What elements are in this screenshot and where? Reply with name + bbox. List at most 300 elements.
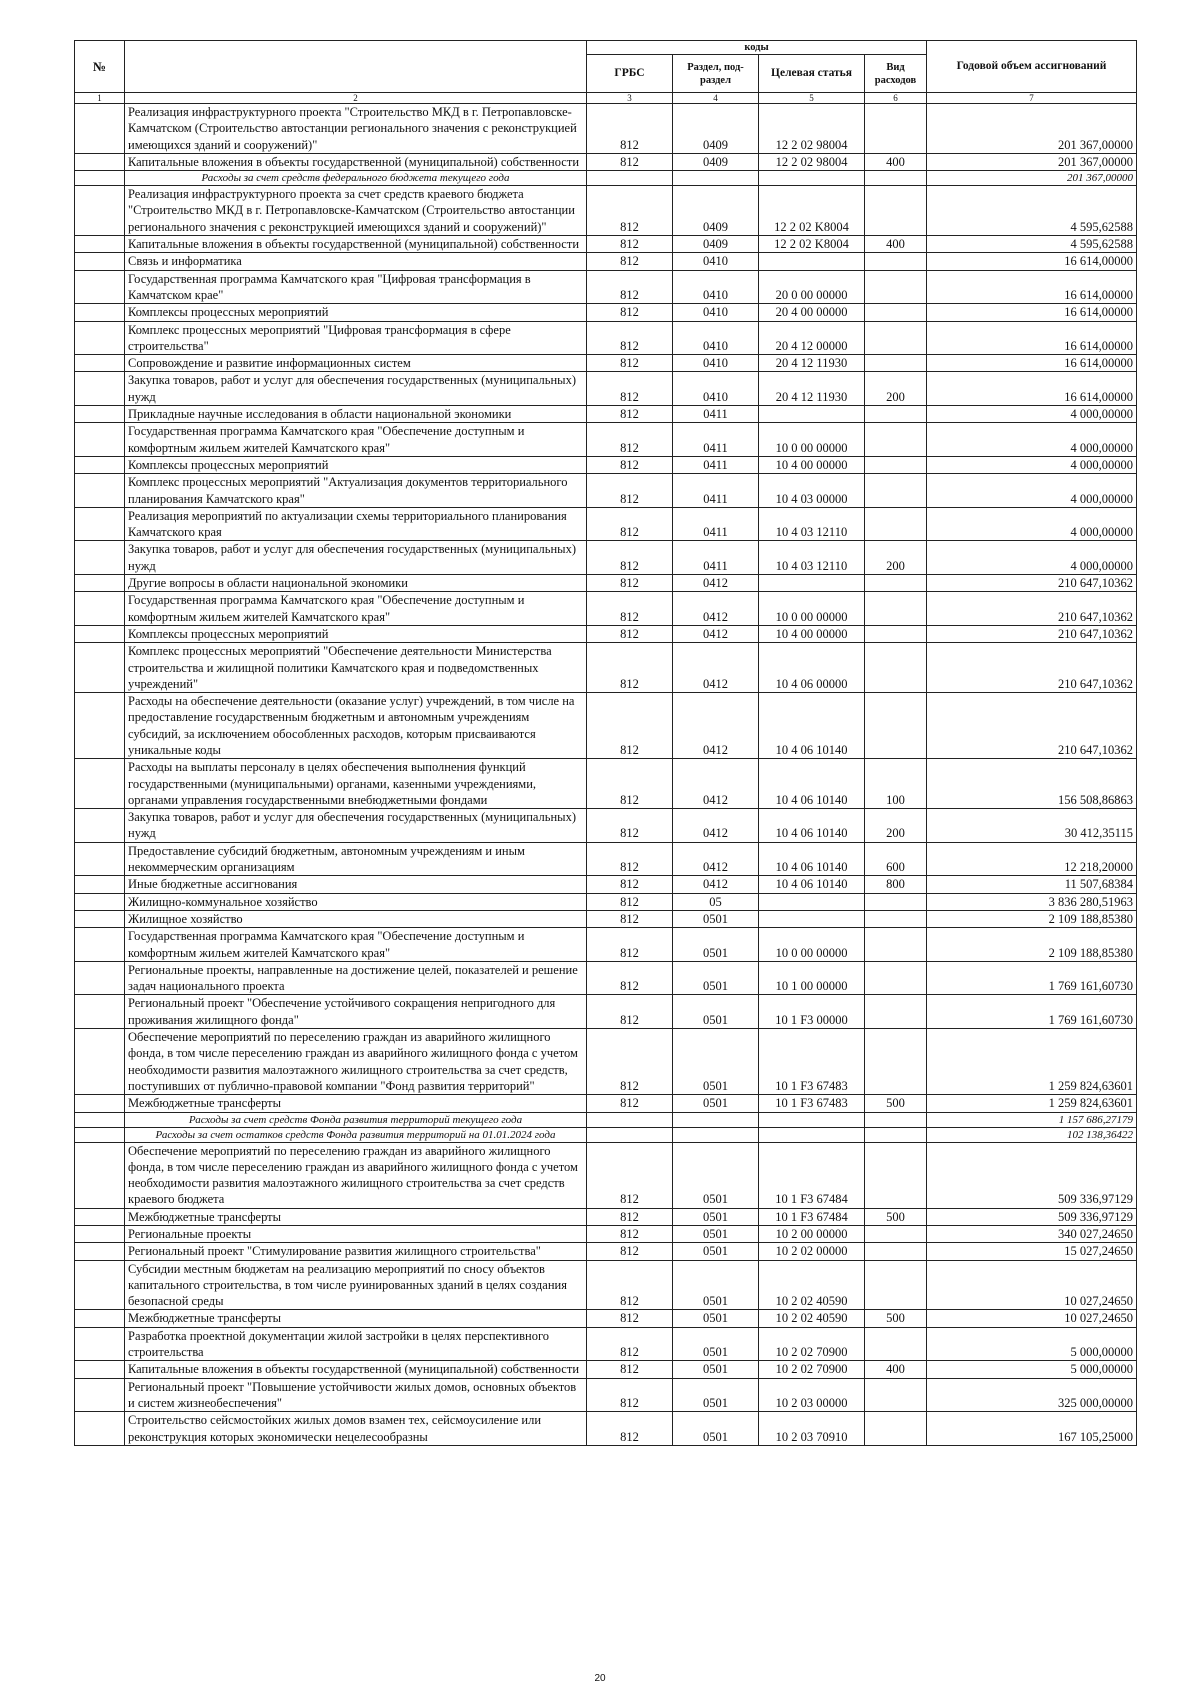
grbs-code: 812 xyxy=(587,1226,673,1243)
table-row xyxy=(75,876,1137,893)
table-header xyxy=(75,41,1137,104)
target-article-code: 10 0 00 00000 xyxy=(759,423,865,457)
row-number-cell xyxy=(75,104,125,154)
allocation-amount: 2 109 188,85380 xyxy=(927,910,1137,927)
table-row xyxy=(75,321,1137,355)
item-name: Иные бюджетные ассигнования xyxy=(125,876,587,893)
table-row xyxy=(75,1142,1137,1208)
item-name: Комплексы процессных мероприятий xyxy=(125,456,587,473)
row-number-cell xyxy=(75,236,125,253)
item-name: Обеспечение мероприятий по переселению граждан из аварийного жилищного фонда, в том числе переселению граждан из аварийного жилищного фонда с учетом необходимости развития малоэтажного жилищного строительства за счет средств краевого бюджета xyxy=(125,1142,587,1208)
section-code: 0501 xyxy=(673,1095,759,1112)
expense-type-code xyxy=(865,928,927,962)
table-row xyxy=(75,961,1137,995)
target-article-code: 10 2 02 00000 xyxy=(759,1243,865,1260)
allocation-amount: 4 595,62588 xyxy=(927,186,1137,236)
item-name: Другие вопросы в области национальной экономики xyxy=(125,575,587,592)
section-code: 0501 xyxy=(673,1260,759,1310)
budget-allocation-table xyxy=(74,40,1137,1446)
allocation-amount: 210 647,10362 xyxy=(927,643,1137,693)
expense-type-code: 500 xyxy=(865,1095,927,1112)
section-code: 0411 xyxy=(673,456,759,473)
allocation-amount: 4 000,00000 xyxy=(927,456,1137,473)
row-number-cell xyxy=(75,1310,125,1327)
column-number: 6 xyxy=(865,93,927,104)
section-code: 0410 xyxy=(673,253,759,270)
grbs-code: 812 xyxy=(587,507,673,541)
expense-type-code xyxy=(865,643,927,693)
item-name: Региональный проект "Стимулирование развития жилищного строительства" xyxy=(125,1243,587,1260)
expense-type-code xyxy=(865,910,927,927)
row-number-cell xyxy=(75,321,125,355)
item-name: Капитальные вложения в объекты государственной (муниципальной) собственности xyxy=(125,1361,587,1378)
allocation-amount: 2 109 188,85380 xyxy=(927,928,1137,962)
grbs-code: 812 xyxy=(587,186,673,236)
row-number-cell xyxy=(75,1095,125,1112)
table-row xyxy=(75,575,1137,592)
section-code: 0412 xyxy=(673,643,759,693)
grbs-code: 812 xyxy=(587,1260,673,1310)
allocation-amount: 509 336,97129 xyxy=(927,1142,1137,1208)
allocation-amount: 210 647,10362 xyxy=(927,625,1137,642)
section-code: 0411 xyxy=(673,541,759,575)
target-article-code xyxy=(759,910,865,927)
table-row xyxy=(75,1243,1137,1260)
target-article-code: 12 2 02 98004 xyxy=(759,104,865,154)
grbs-code: 812 xyxy=(587,961,673,995)
expense-type-code xyxy=(865,1412,927,1446)
expense-type-code xyxy=(865,423,927,457)
section-code: 0410 xyxy=(673,355,759,372)
section-code: 0501 xyxy=(673,1208,759,1225)
table-row xyxy=(75,423,1137,457)
section-code: 0501 xyxy=(673,1243,759,1260)
target-article-code xyxy=(759,893,865,910)
target-article-code: 10 2 03 00000 xyxy=(759,1378,865,1412)
budget-table-page xyxy=(74,40,1136,1446)
row-number-cell xyxy=(75,1208,125,1225)
row-number-cell xyxy=(75,643,125,693)
allocation-amount: 5 000,00000 xyxy=(927,1361,1137,1378)
table-row xyxy=(75,893,1137,910)
allocation-amount: 4 000,00000 xyxy=(927,423,1137,457)
header-grbs: ГРБС xyxy=(587,55,673,93)
allocation-amount: 210 647,10362 xyxy=(927,592,1137,626)
grbs-code xyxy=(587,171,673,186)
expense-type-code xyxy=(865,406,927,423)
allocation-amount: 210 647,10362 xyxy=(927,693,1137,759)
expense-type-code xyxy=(865,456,927,473)
allocation-amount: 16 614,00000 xyxy=(927,304,1137,321)
section-code xyxy=(673,1127,759,1142)
table-row xyxy=(75,372,1137,406)
grbs-code: 812 xyxy=(587,809,673,843)
grbs-code: 812 xyxy=(587,1243,673,1260)
section-code: 0412 xyxy=(673,575,759,592)
allocation-amount: 12 218,20000 xyxy=(927,842,1137,876)
table-row xyxy=(75,1095,1137,1112)
grbs-code: 812 xyxy=(587,541,673,575)
row-number-cell xyxy=(75,253,125,270)
target-article-code: 20 4 12 00000 xyxy=(759,321,865,355)
table-row xyxy=(75,236,1137,253)
section-code: 0412 xyxy=(673,625,759,642)
target-article-code: 12 2 02 K8004 xyxy=(759,186,865,236)
target-article-code: 20 4 00 00000 xyxy=(759,304,865,321)
target-article-code: 10 2 02 70900 xyxy=(759,1327,865,1361)
allocation-amount: 4 000,00000 xyxy=(927,541,1137,575)
target-article-code: 10 2 02 70900 xyxy=(759,1361,865,1378)
grbs-code: 812 xyxy=(587,575,673,592)
grbs-code: 812 xyxy=(587,1208,673,1225)
expense-type-code xyxy=(865,995,927,1029)
header-expense-type: Вид расходов xyxy=(865,55,927,93)
section-code: 0501 xyxy=(673,1327,759,1361)
grbs-code: 812 xyxy=(587,643,673,693)
item-name: Строительство сейсмостойких жилых домов взамен тех, сейсмоусиление или реконструкция которых экономически нецелесообразны xyxy=(125,1412,587,1446)
grbs-code: 812 xyxy=(587,423,673,457)
row-number-cell xyxy=(75,842,125,876)
grbs-code: 812 xyxy=(587,321,673,355)
table-row xyxy=(75,186,1137,236)
expense-type-code: 100 xyxy=(865,759,927,809)
section-code: 0412 xyxy=(673,759,759,809)
table-row xyxy=(75,1029,1137,1095)
allocation-amount: 167 105,25000 xyxy=(927,1412,1137,1446)
section-code: 0409 xyxy=(673,104,759,154)
expense-type-code xyxy=(865,693,927,759)
column-number: 7 xyxy=(927,93,1137,104)
row-number-cell xyxy=(75,928,125,962)
expense-type-code xyxy=(865,355,927,372)
allocation-amount: 1 769 161,60730 xyxy=(927,961,1137,995)
table-row xyxy=(75,1361,1137,1378)
expense-type-code: 800 xyxy=(865,876,927,893)
target-article-code: 20 0 00 00000 xyxy=(759,270,865,304)
allocation-amount: 11 507,68384 xyxy=(927,876,1137,893)
row-number-cell xyxy=(75,153,125,170)
grbs-code xyxy=(587,1112,673,1127)
grbs-code: 812 xyxy=(587,270,673,304)
section-code: 0501 xyxy=(673,928,759,962)
row-number-cell xyxy=(75,910,125,927)
item-name: Региональный проект "Повышение устойчивости жилых домов, основных объектов и систем жизнеобеспечения" xyxy=(125,1378,587,1412)
row-number-cell xyxy=(75,1327,125,1361)
header-section: Раздел, под-раздел xyxy=(673,55,759,93)
target-article-code: 10 1 F3 67483 xyxy=(759,1029,865,1095)
allocation-amount: 210 647,10362 xyxy=(927,575,1137,592)
section-code: 0501 xyxy=(673,1361,759,1378)
grbs-code xyxy=(587,1127,673,1142)
item-name: Комплекс процессных мероприятий "Обеспечение деятельности Министерства строительства и жилищной политики Камчатского края и подведомственных учреждений" xyxy=(125,643,587,693)
allocation-amount: 325 000,00000 xyxy=(927,1378,1137,1412)
target-article-code: 10 1 F3 67483 xyxy=(759,1095,865,1112)
target-article-code xyxy=(759,406,865,423)
target-article-code: 10 4 06 10140 xyxy=(759,809,865,843)
allocation-amount: 16 614,00000 xyxy=(927,270,1137,304)
grbs-code: 812 xyxy=(587,910,673,927)
column-number: 1 xyxy=(75,93,125,104)
target-article-code xyxy=(759,1127,865,1142)
section-code: 0501 xyxy=(673,1378,759,1412)
column-number: 2 xyxy=(125,93,587,104)
section-code: 0501 xyxy=(673,961,759,995)
expense-type-code: 400 xyxy=(865,1361,927,1378)
expense-type-code xyxy=(865,270,927,304)
target-article-code: 12 2 02 K8004 xyxy=(759,236,865,253)
target-article-code: 12 2 02 98004 xyxy=(759,153,865,170)
table-row xyxy=(75,759,1137,809)
grbs-code: 812 xyxy=(587,406,673,423)
expense-type-code xyxy=(865,1327,927,1361)
target-article-code: 10 4 06 10140 xyxy=(759,876,865,893)
allocation-amount: 16 614,00000 xyxy=(927,321,1137,355)
target-article-code xyxy=(759,253,865,270)
expense-type-code xyxy=(865,1243,927,1260)
table-row xyxy=(75,1260,1137,1310)
item-name: Предоставление субсидий бюджетным, автономным учреждениям и иным некоммерческим организациям xyxy=(125,842,587,876)
target-article-code xyxy=(759,171,865,186)
allocation-amount: 3 836 280,51963 xyxy=(927,893,1137,910)
grbs-code: 812 xyxy=(587,1378,673,1412)
allocation-amount: 201 367,00000 xyxy=(927,104,1137,154)
grbs-code: 812 xyxy=(587,876,673,893)
row-number-cell xyxy=(75,423,125,457)
expense-type-code: 500 xyxy=(865,1310,927,1327)
allocation-amount: 509 336,97129 xyxy=(927,1208,1137,1225)
expense-type-code xyxy=(865,253,927,270)
table-row xyxy=(75,1127,1137,1142)
column-number-row xyxy=(75,93,1137,104)
item-name: Капитальные вложения в объекты государственной (муниципальной) собственности xyxy=(125,236,587,253)
expense-type-code xyxy=(865,592,927,626)
row-number-cell xyxy=(75,592,125,626)
section-code: 0501 xyxy=(673,1029,759,1095)
allocation-amount: 4 000,00000 xyxy=(927,507,1137,541)
expense-type-code xyxy=(865,1142,927,1208)
target-article-code: 10 4 06 10140 xyxy=(759,693,865,759)
expense-type-code: 500 xyxy=(865,1208,927,1225)
page-number: 20 xyxy=(594,1673,606,1684)
table-row xyxy=(75,625,1137,642)
target-article-code: 10 1 00 00000 xyxy=(759,961,865,995)
expense-type-code xyxy=(865,171,927,186)
item-name: Расходы за счет остатков средств Фонда развития территорий на 01.01.2024 года xyxy=(125,1127,587,1142)
row-number-cell xyxy=(75,893,125,910)
grbs-code: 812 xyxy=(587,153,673,170)
column-number: 3 xyxy=(587,93,673,104)
grbs-code: 812 xyxy=(587,355,673,372)
section-code: 05 xyxy=(673,893,759,910)
allocation-amount: 102 138,36422 xyxy=(927,1127,1137,1142)
expense-type-code xyxy=(865,575,927,592)
target-article-code: 10 4 03 00000 xyxy=(759,474,865,508)
target-article-code: 10 4 06 10140 xyxy=(759,759,865,809)
allocation-amount: 16 614,00000 xyxy=(927,372,1137,406)
item-name: Расходы за счет средств Фонда развития территорий текущего года xyxy=(125,1112,587,1127)
row-number-cell xyxy=(75,355,125,372)
table-row xyxy=(75,406,1137,423)
allocation-amount: 201 367,00000 xyxy=(927,153,1137,170)
section-code xyxy=(673,171,759,186)
item-name: Комплексы процессных мероприятий xyxy=(125,625,587,642)
table-row xyxy=(75,1208,1137,1225)
row-number-cell xyxy=(75,1243,125,1260)
table-row xyxy=(75,842,1137,876)
table-body xyxy=(75,104,1137,1446)
column-number: 4 xyxy=(673,93,759,104)
header-codes: коды xyxy=(587,41,927,55)
expense-type-code xyxy=(865,1029,927,1095)
row-number-cell xyxy=(75,759,125,809)
item-name: Обеспечение мероприятий по переселению граждан из аварийного жилищного фонда, в том числе переселению граждан из аварийного жилищного фонда с учетом необходимости развития малоэтажного жилищного строительства за счет средств, поступивших от публично-правовой компании "Фонд развития территорий" xyxy=(125,1029,587,1095)
section-code: 0501 xyxy=(673,995,759,1029)
table-row xyxy=(75,1112,1137,1127)
row-number-cell xyxy=(75,1029,125,1095)
target-article-code: 10 0 00 00000 xyxy=(759,928,865,962)
section-code: 0410 xyxy=(673,321,759,355)
target-article-code: 10 4 00 00000 xyxy=(759,456,865,473)
allocation-amount: 4 000,00000 xyxy=(927,406,1137,423)
item-name: Реализация мероприятий по актуализации схемы территориального планирования Камчатского края xyxy=(125,507,587,541)
expense-type-code xyxy=(865,507,927,541)
table-row xyxy=(75,355,1137,372)
expense-type-code xyxy=(865,1226,927,1243)
header-number: № xyxy=(75,41,125,93)
grbs-code: 812 xyxy=(587,1095,673,1112)
grbs-code: 812 xyxy=(587,693,673,759)
section-code: 0411 xyxy=(673,507,759,541)
row-number-cell xyxy=(75,1412,125,1446)
section-code: 0501 xyxy=(673,1142,759,1208)
grbs-code: 812 xyxy=(587,372,673,406)
item-name: Закупка товаров, работ и услуг для обеспечения государственных (муниципальных) нужд xyxy=(125,541,587,575)
item-name: Субсидии местным бюджетам на реализацию мероприятий по сносу объектов капитального строительства, в том числе руинированных зданий в целях создания безопасной среды xyxy=(125,1260,587,1310)
table-row xyxy=(75,104,1137,154)
row-number-cell xyxy=(75,876,125,893)
item-name: Региональный проект "Обеспечение устойчивого сокращения непригодного для проживания жилищного фонда" xyxy=(125,995,587,1029)
table-row xyxy=(75,809,1137,843)
row-number-cell xyxy=(75,456,125,473)
section-code: 0411 xyxy=(673,406,759,423)
allocation-amount: 1 769 161,60730 xyxy=(927,995,1137,1029)
section-code: 0412 xyxy=(673,876,759,893)
item-name: Реализация инфраструктурного проекта "Строительство МКД в г. Петропавловске-Камчатском (Строительство автостанции регионального значения с реконструкцией имеющихся зданий и сооружений)" xyxy=(125,104,587,154)
section-code: 0412 xyxy=(673,693,759,759)
target-article-code: 10 4 06 00000 xyxy=(759,643,865,693)
grbs-code: 812 xyxy=(587,474,673,508)
allocation-amount: 10 027,24650 xyxy=(927,1310,1137,1327)
section-code: 0409 xyxy=(673,186,759,236)
header-annual-volume: Годовой объем ассигнований xyxy=(927,41,1137,93)
row-number-cell xyxy=(75,270,125,304)
target-article-code xyxy=(759,1112,865,1127)
row-number-cell xyxy=(75,625,125,642)
target-article-code: 10 4 06 10140 xyxy=(759,842,865,876)
table-row xyxy=(75,270,1137,304)
row-number-cell xyxy=(75,1378,125,1412)
table-row xyxy=(75,1412,1137,1446)
item-name: Расходы на выплаты персоналу в целях обеспечения выполнения функций государственными (муниципальными) органами, казенными учреждениями, органами управления государственными внебюджетными фондами xyxy=(125,759,587,809)
item-name: Расходы на обеспечение деятельности (оказание услуг) учреждений, в том числе на предоставление государственным бюджетным и автономным учреждениям субсидий, за исключением обособленных расходов, которым присваиваются уникальные коды xyxy=(125,693,587,759)
target-article-code: 20 4 12 11930 xyxy=(759,355,865,372)
row-number-cell xyxy=(75,507,125,541)
grbs-code: 812 xyxy=(587,1029,673,1095)
expense-type-code xyxy=(865,961,927,995)
table-row xyxy=(75,1226,1137,1243)
section-code: 0501 xyxy=(673,1226,759,1243)
item-name: Жилищно-коммунальное хозяйство xyxy=(125,893,587,910)
item-name: Жилищное хозяйство xyxy=(125,910,587,927)
row-number-cell xyxy=(75,1226,125,1243)
section-code: 0501 xyxy=(673,1412,759,1446)
row-number-cell xyxy=(75,1112,125,1127)
expense-type-code xyxy=(865,1260,927,1310)
target-article-code: 10 1 F3 00000 xyxy=(759,995,865,1029)
allocation-amount: 340 027,24650 xyxy=(927,1226,1137,1243)
expense-type-code: 200 xyxy=(865,809,927,843)
grbs-code: 812 xyxy=(587,104,673,154)
target-article-code: 10 2 03 70910 xyxy=(759,1412,865,1446)
table-row xyxy=(75,643,1137,693)
table-row xyxy=(75,171,1137,186)
grbs-code: 812 xyxy=(587,842,673,876)
target-article-code: 10 2 02 40590 xyxy=(759,1310,865,1327)
item-name: Государственная программа Камчатского края "Обеспечение доступным и комфортным жильем жителей Камчатского края" xyxy=(125,592,587,626)
section-code: 0412 xyxy=(673,842,759,876)
allocation-amount: 30 412,35115 xyxy=(927,809,1137,843)
allocation-amount: 1 157 686,27179 xyxy=(927,1112,1137,1127)
grbs-code: 812 xyxy=(587,995,673,1029)
row-number-cell xyxy=(75,961,125,995)
grbs-code: 812 xyxy=(587,759,673,809)
table-row xyxy=(75,304,1137,321)
item-name: Капитальные вложения в объекты государственной (муниципальной) собственности xyxy=(125,153,587,170)
section-code: 0412 xyxy=(673,592,759,626)
allocation-amount: 16 614,00000 xyxy=(927,355,1137,372)
allocation-amount: 16 614,00000 xyxy=(927,253,1137,270)
target-article-code: 10 4 00 00000 xyxy=(759,625,865,642)
target-article-code xyxy=(759,575,865,592)
row-number-cell xyxy=(75,406,125,423)
row-number-cell xyxy=(75,1260,125,1310)
item-name: Межбюджетные трансферты xyxy=(125,1095,587,1112)
grbs-code: 812 xyxy=(587,592,673,626)
expense-type-code: 400 xyxy=(865,236,927,253)
grbs-code: 812 xyxy=(587,625,673,642)
item-name: Закупка товаров, работ и услуг для обеспечения государственных (муниципальных) нужд xyxy=(125,809,587,843)
grbs-code: 812 xyxy=(587,236,673,253)
expense-type-code: 400 xyxy=(865,153,927,170)
allocation-amount: 5 000,00000 xyxy=(927,1327,1137,1361)
table-row xyxy=(75,1327,1137,1361)
grbs-code: 812 xyxy=(587,1412,673,1446)
section-code: 0411 xyxy=(673,474,759,508)
row-number-cell xyxy=(75,304,125,321)
row-number-cell xyxy=(75,474,125,508)
item-name: Межбюджетные трансферты xyxy=(125,1208,587,1225)
allocation-amount: 10 027,24650 xyxy=(927,1260,1137,1310)
allocation-amount: 201 367,00000 xyxy=(927,171,1137,186)
item-name: Прикладные научные исследования в области национальной экономики xyxy=(125,406,587,423)
item-name: Региональные проекты xyxy=(125,1226,587,1243)
expense-type-code: 200 xyxy=(865,541,927,575)
expense-type-code xyxy=(865,186,927,236)
grbs-code: 812 xyxy=(587,893,673,910)
item-name: Расходы за счет средств федерального бюджета текущего года xyxy=(125,171,587,186)
row-number-cell xyxy=(75,186,125,236)
item-name: Комплекс процессных мероприятий "Цифровая трансформация в сфере строительства" xyxy=(125,321,587,355)
